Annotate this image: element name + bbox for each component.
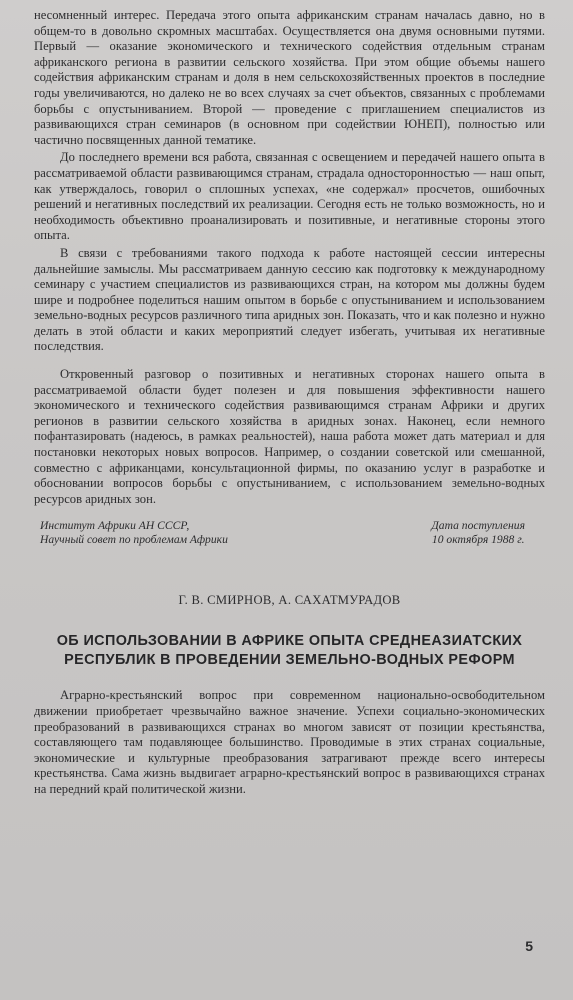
continued-article bbox=[34, 8, 545, 507]
page-number: 5 bbox=[525, 938, 533, 954]
article-title-line-1: ОБ ИСПОЛЬЗОВАНИИ В АФРИКЕ ОПЫТА СРЕДНЕАЗИАТСКИХ bbox=[56, 633, 523, 650]
article-title-line-2: РЕСПУБЛИК В ПРОВЕДЕНИИ ЗЕМЕЛЬНО-ВОДНЫХ РЕФОРМ bbox=[64, 652, 515, 669]
article-paragraph-1: Аграрно-крестьянский вопрос при современном национально-освободительном движении приобретает чрезвычайно важное значение. Успехи социально-экономических преобразований в развивающихся странах во многом зависят от позиции крестьянства, составляющего там подавляющее большинство. Проводимые в этих странах социальные, экономические и культурные преобразования затрагивают прежде всего интересы крестьянства. Сама жизнь выдвигает аграрно-крестьянский вопрос в развивающихся странах на передний край политической жизни. bbox=[34, 688, 545, 796]
signature-block bbox=[34, 519, 545, 547]
article-title bbox=[34, 632, 545, 670]
paragraph-3: В связи с требованиями такого подхода к работе настоящей сессии интересны дальнейшие замыслы. Мы рассматриваем данную сессию как подготовку к международному семинару с участием специалистов из развивающихся стран, на котором мы должны будем шире и подробнее поделиться нашим опытом в борьбе с опустыниванием и использованием земельно-водных ресурсов различного типа аридных зон. Показать, что и как полезно и нужно делать в этой области и каких мероприятий следует избегать, учитывая их негативные последствия. bbox=[34, 245, 545, 354]
paragraph-4: Откровенный разговор о позитивных и негативных сторонах нашего опыта в рассматриваемой области будет полезен и для повышения эффективности нашего экономического и технического содействия развивающимся странам Африки и других регионов в развитии сельского хозяйства в аридных зонах. Наконец, если немного пофантазировать (надеюсь, в рамках реальностей), наша работа может дать материал и для постановки некоторых новых вопросов. Например, о создании советской или смешанной, совместно с африканцами, консультационной фирмы, по оказанию услуг в разработке и обосновании вопросов борьбы с опустыниванием, с использованием земельно-водных ресурсов аридных зон. bbox=[34, 367, 545, 506]
article-body bbox=[34, 688, 545, 797]
paragraph-2: До последнего времени вся работа, связанная с освещением и передачей нашего опыта в рассматриваемой области развивающимся странам, страдала односторонностью — наш опыт, как утверждалось, говорил о сплошных успехах, «не содержал» просчетов, ошибочных решений и негативных последствий их реализации. Сегодня есть не только возможность, но и необходимость объективно проанализировать и позитивные, и негативные стороны этого опыта. bbox=[34, 150, 545, 243]
article-authors: Г. В. СМИРНОВ, А. САХАТМУРАДОВ bbox=[178, 593, 401, 608]
received-date bbox=[431, 519, 545, 547]
paragraph-1: несомненный интерес. Передача этого опыта африканским странам началась давно, но в общем-то в довольно скромных масштабах. Осуществляется она двумя основными путями. Первый — оказание экономического и технического содействия отдельным странам африканского региона в развитии сельского хозяйства. При этом общие объемы нашего содействия африканским странам и доля в нем сельскохозяйственных проектов в последние годы увеличиваются, но далеко не во всех случаях за счет объектов, связанных с проблемами борьбы с опустыниванием. Второй — проведение с приглашением специалистов из развивающихся стран семинаров (в основном при содействии ЮНЕП), полностью или частично посвященных данной тематике. bbox=[34, 8, 545, 147]
institution bbox=[34, 519, 228, 547]
received-date-label: Дата поступления bbox=[431, 519, 525, 533]
institution-line-1: Институт Африки АН СССР, bbox=[40, 519, 190, 533]
institution-line-2: Научный совет по проблемам Африки bbox=[40, 533, 228, 547]
received-date-value: 10 октября 1988 г. bbox=[431, 533, 525, 547]
